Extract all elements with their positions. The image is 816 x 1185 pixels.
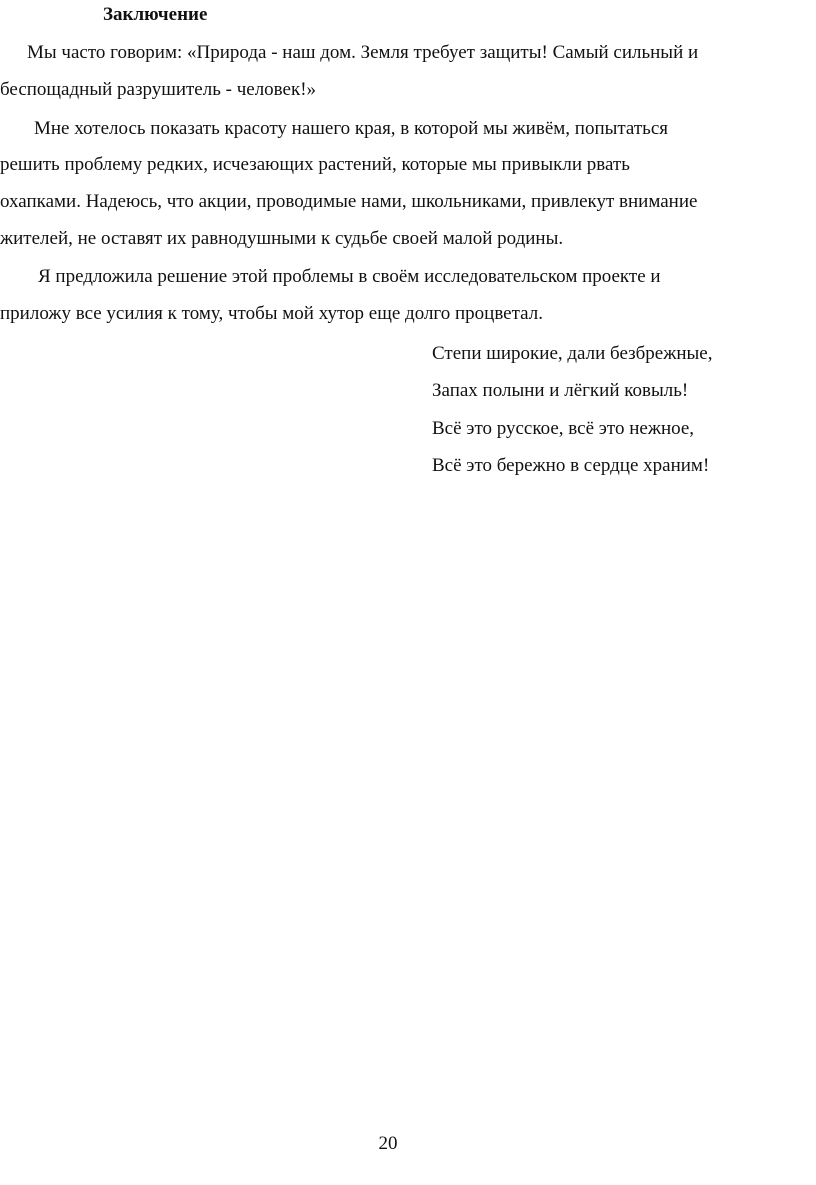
paragraph-2-line-4: жителей, не оставят их равнодушными к судьбе своей малой родины. [0, 228, 564, 249]
paragraph-1-line-2: беспощадный разрушитель - человек!» [0, 79, 317, 100]
paragraph-3-line-2: приложу все усилия к тому, чтобы мой хутор еще долго процветал. [0, 303, 543, 324]
section-heading: Заключение [103, 4, 208, 25]
paragraph-2-line-3: охапками. Надеюсь, что акции, проводимые нами, школьниками, привлекут внимание [0, 191, 698, 212]
page-number: 20 [378, 1133, 398, 1154]
poem-line-4: Всё это бережно в сердце храним! [432, 455, 710, 476]
poem-line-1: Степи широкие, дали безбрежные, [432, 343, 713, 364]
poem-line-2: Запах полыни и лёгкий ковыль! [432, 380, 689, 401]
paragraph-2-line-1: Мне хотелось показать красоту нашего края, в которой мы живём, попытаться [34, 118, 668, 139]
poem-line-3: Всё это русское, всё это нежное, [432, 418, 695, 439]
paragraph-3-line-1: Я предложила решение этой проблемы в своём исследовательском проекте и [38, 266, 661, 287]
paragraph-1-line-1: Мы часто говорим: «Природа - наш дом. Земля требует защиты! Самый сильный и [27, 42, 699, 63]
paragraph-2-line-2: решить проблему редких, исчезающих растений, которые мы привыкли рвать [0, 154, 630, 175]
